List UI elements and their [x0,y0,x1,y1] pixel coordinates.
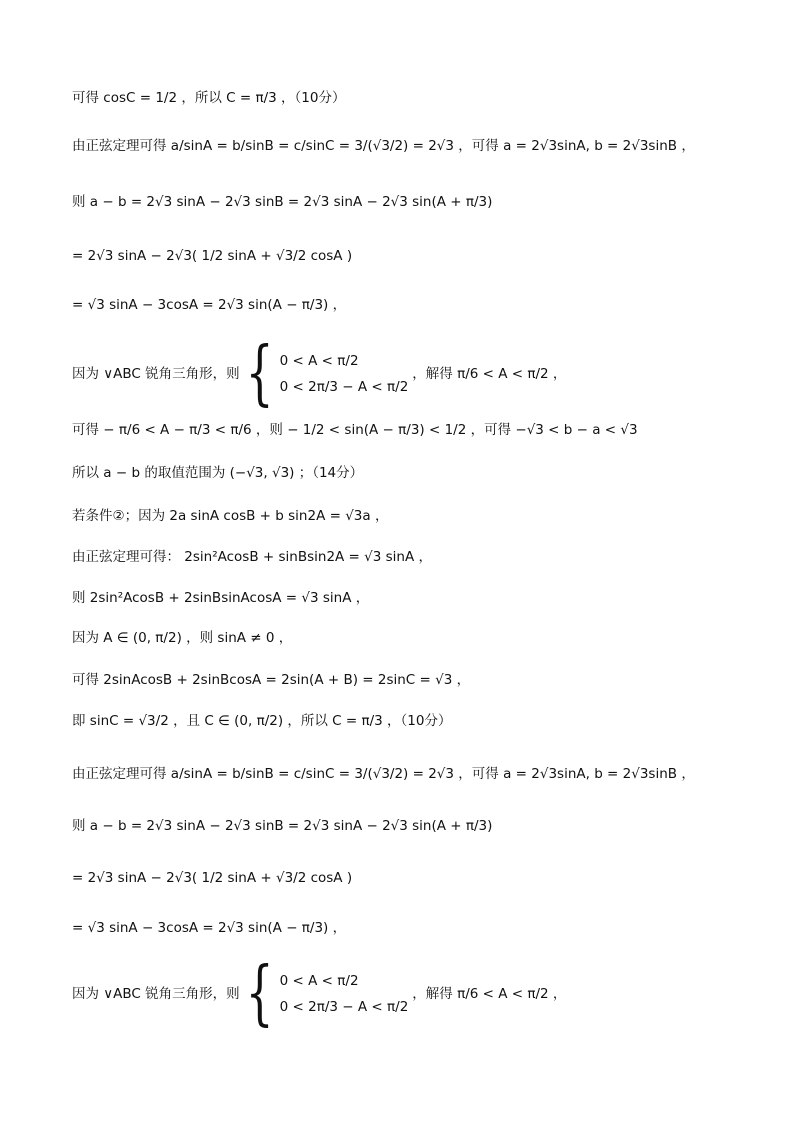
inequality-2: 0 < 2π/3 − A < π/2 [279,379,409,395]
text-line-6 [72,332,567,414]
text-line-15: 由正弦定理可得 a/sinA = b/sinB = c/sinC = 3/(√3/2) = 2√3 ，可得 a = 2√3sinA, b = 2√3sinB ， [72,766,695,782]
text-line-1: 可得 cosC = 1/2 ，所以 C = π/3 ，（10分） [72,90,346,106]
inequality-system-2 [280,968,409,1020]
text-line-18: = √3 sinA − 3cosA = 2√3 sin(A − π/3) ， [72,920,347,936]
line-19-suffix: ，解得 π/6 < A < π/2 ， [412,986,567,1002]
brace-left-2: { [245,952,274,1034]
text-line-4: = 2√3 sinA − 2√3( 1/2 sinA + √3/2 cosA ) [72,248,353,264]
text-line-8: 所以 a − b 的取值范围为 (−√3, √3) ；（14分） [72,465,364,481]
text-line-12: 因为 A ∈ (0, π/2) ，则 sinA ≠ 0 ， [72,630,293,646]
text-line-13: 可得 2sinAcosB + 2sinBcosA = 2sin(A + B) = 2sinC = √3 ， [72,672,471,688]
text-line-17: = 2√3 sinA − 2√3( 1/2 sinA + √3/2 cosA ) [72,870,353,886]
text-line-11: 则 2sin²AcosB + 2sinBsinAcosA = √3 sinA ， [72,590,370,606]
brace-left: { [245,332,274,414]
inequality-system [280,348,409,400]
line-6-suffix: ，解得 π/6 < A < π/2 ， [412,366,567,382]
text-line-9: 若条件②；因为 2a sinA cosB + b sin2A = √3a ， [72,508,389,524]
text-line-5: = √3 sinA − 3cosA = 2√3 sin(A − π/3) ， [72,297,347,313]
text-line-2: 由正弦定理可得 a/sinA = b/sinB = c/sinC = 3/(√3/2) = 2√3 ，可得 a = 2√3sinA, b = 2√3sinB ， [72,138,695,154]
inequality-3: 0 < A < π/2 [279,973,359,989]
text-line-19 [72,952,567,1034]
line-19-prefix: 因为 ∨ABC 锐角三角形，则 [72,986,240,1002]
inequality-1: 0 < A < π/2 [279,353,359,369]
text-line-7: 可得 − π/6 < A − π/3 < π/6 ，则 − 1/2 < sin(A − π/3) < 1/2 ，可得 −√3 < b − a < √3 [72,422,638,438]
text-line-16: 则 a − b = 2√3 sinA − 2√3 sinB = 2√3 sinA − 2√3 sin(A + π/3) [72,818,493,834]
text-line-10: 由正弦定理可得： 2sin²AcosB + sinBsin2A = √3 sinA ， [72,549,433,565]
text-line-14: 即 sinC = √3/2 ，且 C ∈ (0, π/2) ，所以 C = π/3 ，（10分） [72,713,452,729]
inequality-4: 0 < 2π/3 − A < π/2 [279,999,409,1015]
text-line-3: 则 a − b = 2√3 sinA − 2√3 sinB = 2√3 sinA − 2√3 sin(A + π/3) [72,194,493,210]
line-6-prefix: 因为 ∨ABC 锐角三角形，则 [72,366,240,382]
